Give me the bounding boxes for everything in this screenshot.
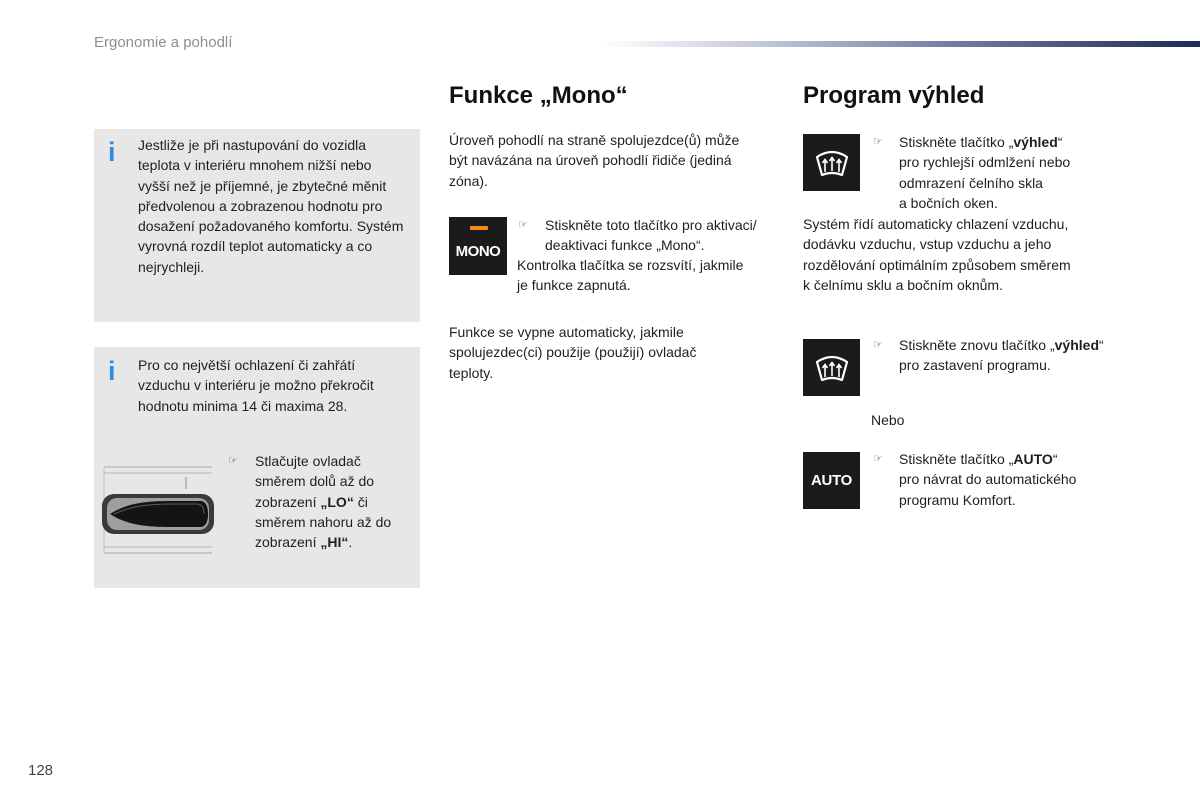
program-step1-text: Stiskněte tlačítko „výhled“ pro rychlejší odmlžení nebo odmrazení čelního skla a bočních oken. <box>899 134 1071 211</box>
program-step3-text: Stiskněte tlačítko „AUTO“ pro návrat do automatického programu Komfort. <box>899 451 1077 508</box>
info2-step-text <box>255 451 415 552</box>
info-icon: i <box>108 356 116 386</box>
mono-button[interactable] <box>449 217 507 275</box>
or-text: Nebo <box>871 412 905 428</box>
auto-label: AUTO <box>1013 451 1053 467</box>
auto-button[interactable] <box>803 452 860 509</box>
mono-button-label: MONO <box>455 242 501 260</box>
header-gradient-rule <box>602 41 1200 47</box>
visibility-button[interactable] <box>803 134 860 191</box>
vyhled-label: výhled <box>1013 134 1058 150</box>
step-line: zobrazení „HI“. <box>255 534 353 551</box>
program-step2-text: Stiskněte znovu tlačítko „výhled“ pro zastavení programu. <box>899 337 1104 374</box>
mono-outro: Funkce se vypne automaticky, jakmile spolujezdec(ci) použije (použijí) ovladač teploty. <box>449 324 697 381</box>
program-section-title: Program výhled <box>803 82 985 109</box>
mono-note-text: Kontrolka tlačítka se rozsvítí, jakmile je funkce zapnutá. <box>517 257 744 294</box>
mono-indicator-light <box>470 226 488 230</box>
visibility-button-2[interactable] <box>803 339 860 396</box>
mono-step-text: Stiskněte toto tlačítko pro aktivaci/ deaktivaci funkce „Mono“. <box>545 217 757 254</box>
bullet-icon: ☞ <box>518 219 528 231</box>
bullet-icon: ☞ <box>873 453 883 465</box>
bullet-icon: ☞ <box>228 455 238 467</box>
info-icon: i <box>108 137 116 167</box>
bullet-icon: ☞ <box>873 339 883 351</box>
mono-intro: Úroveň pohodlí na straně spolujezdce(ů) může být navázána na úroveň pohodlí řidiče (jediná zóna). <box>449 132 740 189</box>
step-line: Stlačujte ovladač <box>255 453 361 469</box>
info-text-2: Pro co největší ochlazení či zahřátí vzduchu v interiéru je možno překročit hodnotu minima 14 či maxima 28. <box>138 357 374 414</box>
auto-button-label: AUTO <box>810 472 853 489</box>
program-description: Systém řídí automaticky chlazení vzduchu, dodávku vzduchu, vstup vzduchu a jeho rozdělování optimálním způsobem směrem k čelnímu sklu a bočním oknům. <box>803 216 1071 293</box>
hi-label: „HI“ <box>320 534 349 551</box>
step-line: zobrazení „LO“ či <box>255 493 368 510</box>
vyhled-label: výhled <box>1054 337 1099 353</box>
section-header-title: Ergonomie a pohodlí <box>94 34 233 51</box>
step-line: směrem dolů až do <box>255 473 375 490</box>
mono-section-title: Funkce „Mono“ <box>449 82 628 109</box>
lo-label: „LO“ <box>320 493 354 510</box>
windshield-defrost-icon <box>812 350 852 386</box>
info-box-2 <box>94 347 420 588</box>
info-text-1: Jestliže je při nastupování do vozidla teplota v interiéru mnohem nižší nebo vyšší než je příjemné, je zbytečné měnit předvolenou a zobrazenou hodnotu pro dosažení požadovaného komfortu. Systém vyrovná rozdíl teplot automaticky a co nejrychleji. <box>138 137 404 275</box>
step-line: směrem nahoru až do <box>255 513 392 530</box>
page-number: 128 <box>28 762 54 779</box>
temperature-control-illustration <box>100 461 216 559</box>
info-box-1 <box>94 129 420 322</box>
windshield-defrost-icon <box>812 145 852 181</box>
bullet-icon: ☞ <box>873 136 883 148</box>
